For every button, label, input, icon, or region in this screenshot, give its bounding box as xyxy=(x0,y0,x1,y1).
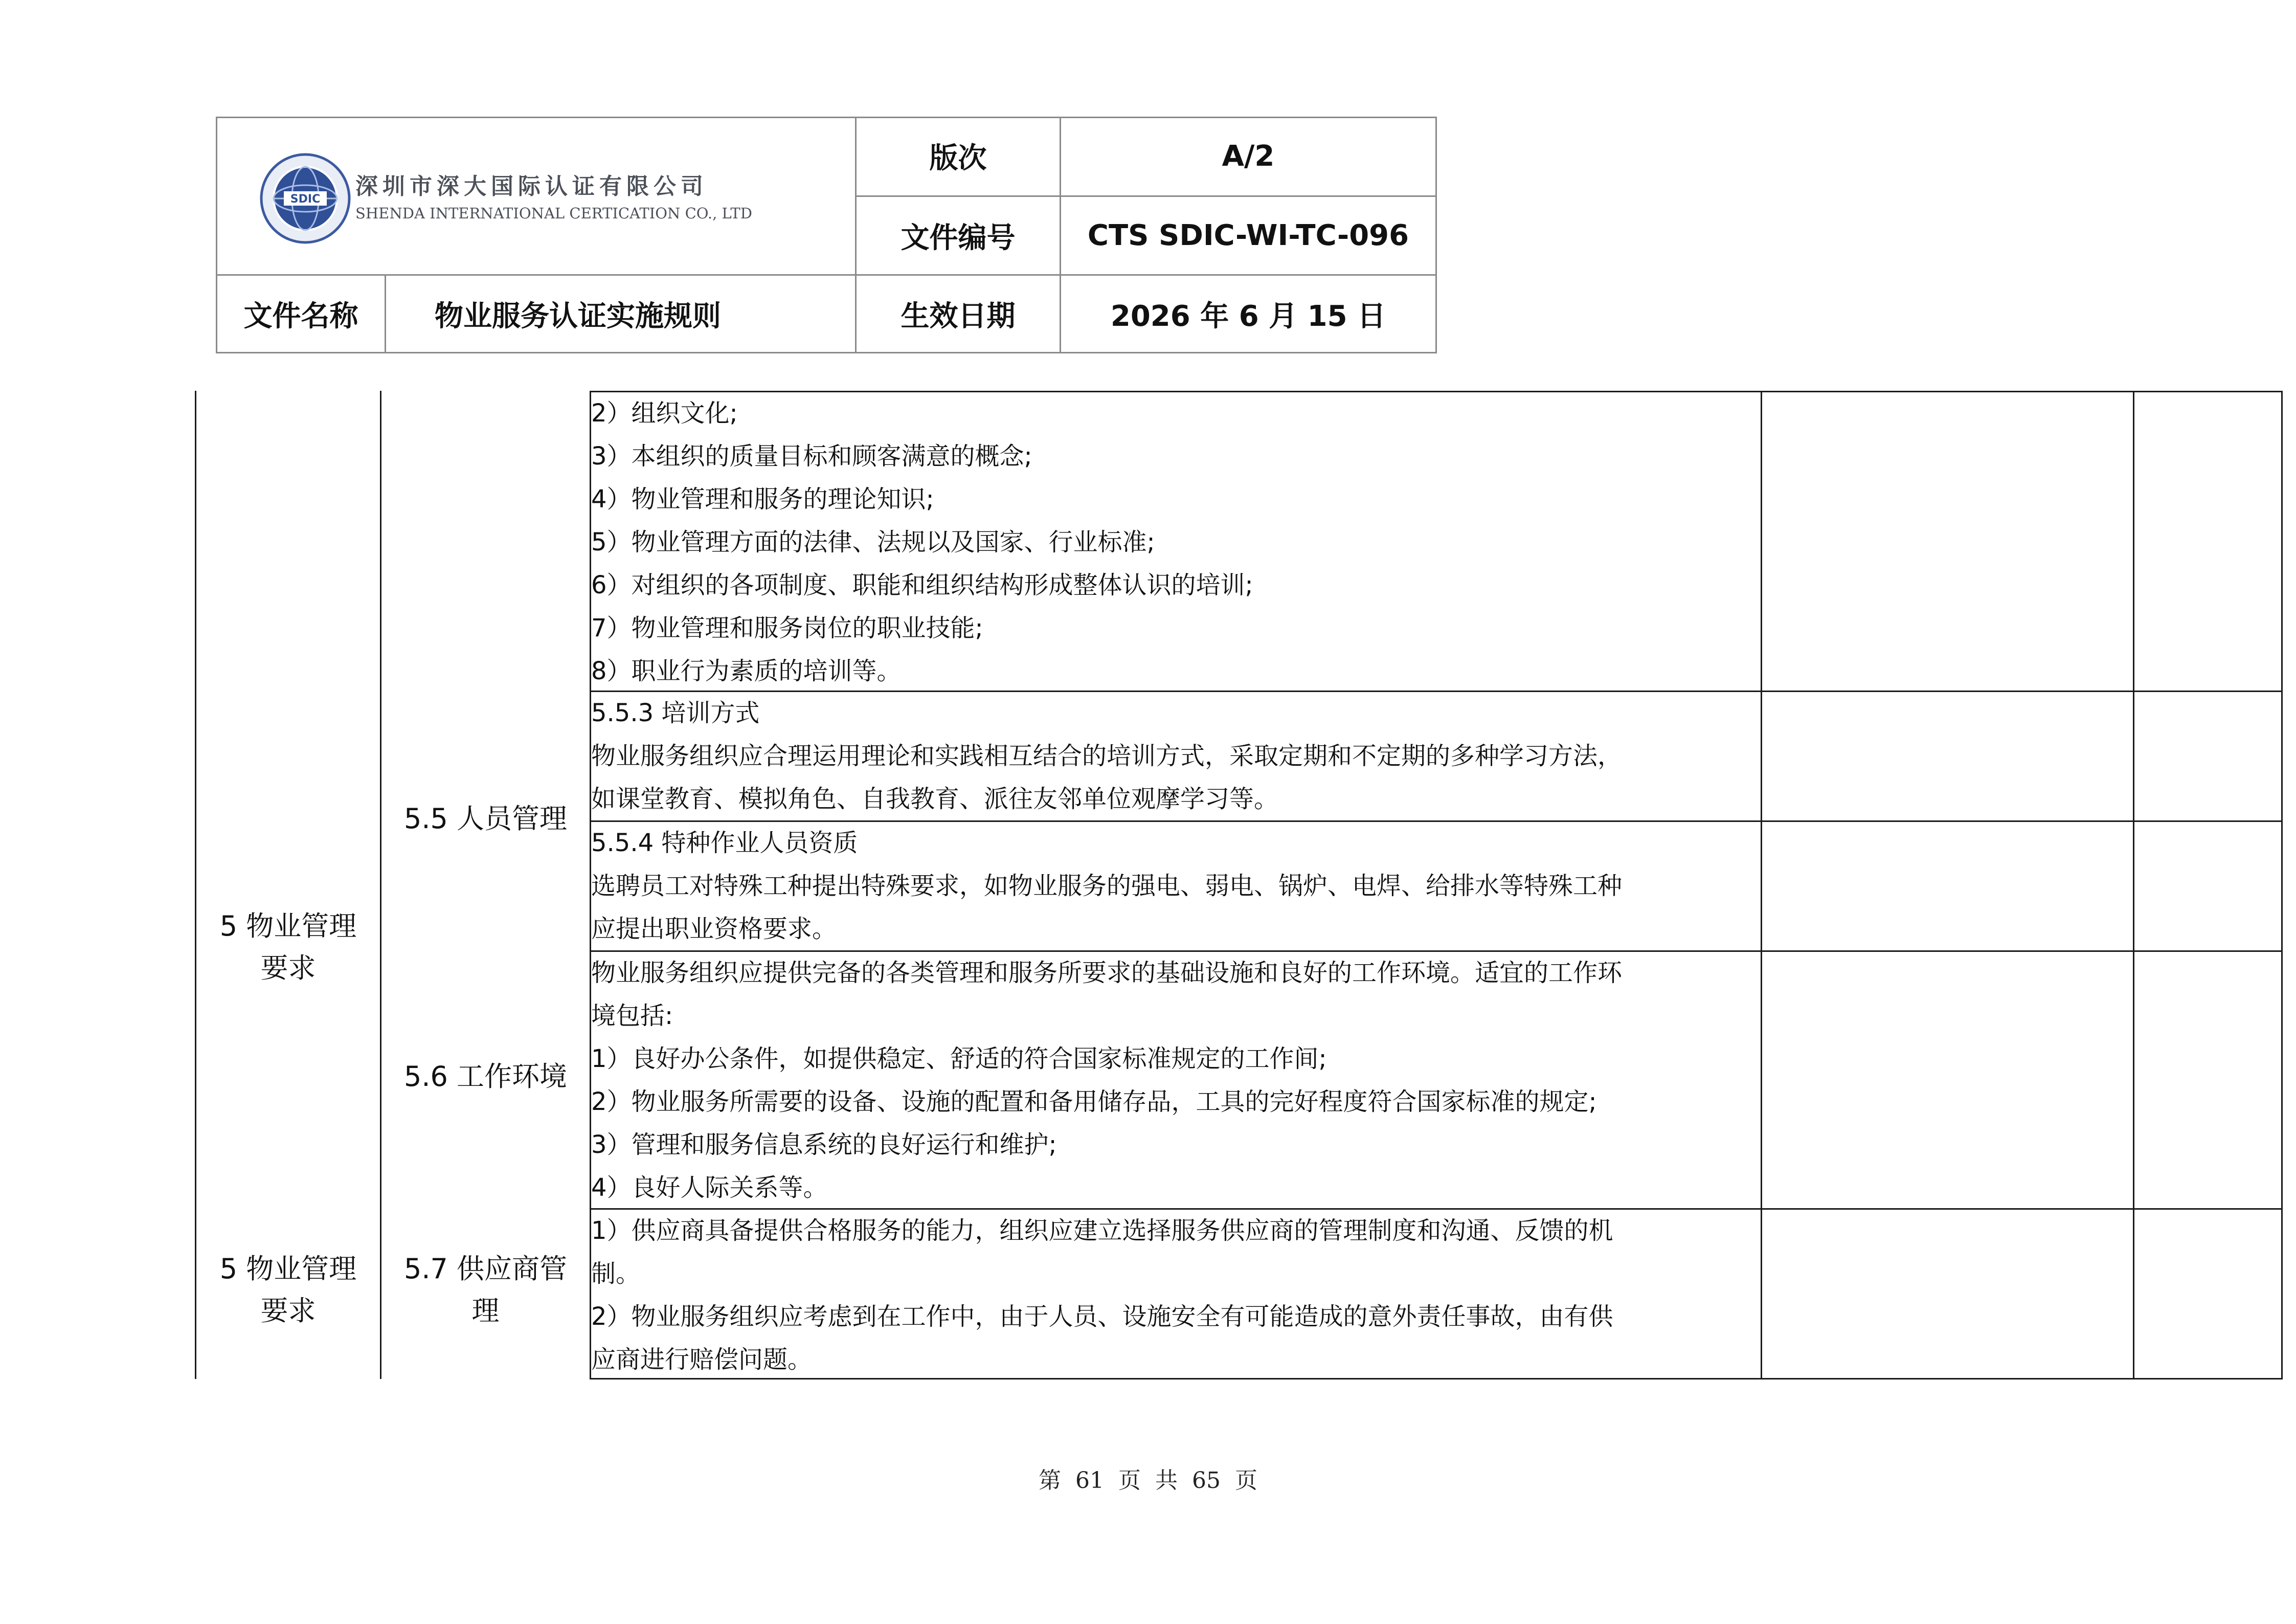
content-line: 6）对组织的各项制度、职能和组织结构形成整体认识的培训; xyxy=(591,571,1253,599)
content-line: 2）物业服务所需要的设备、设施的配置和备用储存品，工具的完好程度符合国家标准的规定; xyxy=(591,1087,1597,1116)
training-method-block xyxy=(591,692,1748,820)
content-heading: 5.5.4 特种作业人员资质 xyxy=(591,829,858,857)
doc-number-label: 文件编号 xyxy=(901,221,1016,255)
table-line-left xyxy=(195,391,196,1379)
content-line: 应提出职业资格要求。 xyxy=(591,915,837,943)
content-line: 境包括: xyxy=(591,1002,673,1030)
content-line: 5）物业管理方面的法律、法规以及国家、行业标准; xyxy=(591,528,1155,557)
effective-date-value: 2026 年 6 月 15 日 xyxy=(1110,299,1386,333)
section-5-7-label: 5.7 供应商管 理 xyxy=(403,1253,568,1327)
doc-number-value: CTS SDIC-WI-TC-096 xyxy=(1087,219,1409,252)
doc-name-label: 文件名称 xyxy=(243,299,358,333)
content-line: 3）管理和服务信息系统的良好运行和维护; xyxy=(591,1130,1057,1159)
content-line: 4）良好人际关系等。 xyxy=(591,1173,828,1202)
content-line: 选聘员工对特殊工种提出特殊要求，如物业服务的强电、弱电、锅炉、电焊、给排水等特殊工种 xyxy=(591,872,1623,900)
company-name-cn: 深圳市深大国际认证有限公司 xyxy=(355,173,708,199)
doc-name-value: 物业服务认证实施规则 xyxy=(435,299,721,333)
content-line: 应商进行赔偿问题。 xyxy=(591,1345,813,1374)
table-line-right xyxy=(2281,391,2283,1379)
content-line: 2）组织文化; xyxy=(591,399,738,428)
special-staff-block xyxy=(591,821,1748,950)
supplier-block xyxy=(591,1209,1748,1381)
work-environment-block xyxy=(591,951,1748,1209)
company-name-en: SHENDA INTERNATIONAL CERTICATION CO., LTD xyxy=(355,205,752,222)
content-line: 1）供应商具备提供合格服务的能力，组织应建立选择服务供应商的管理制度和沟通、反馈的机 xyxy=(591,1216,1613,1245)
content-heading: 5.5.3 培训方式 xyxy=(591,699,760,727)
content-line: 制。 xyxy=(591,1259,641,1288)
content-line: 8）职业行为素质的培训等。 xyxy=(591,657,902,685)
svg-text:SDIC: SDIC xyxy=(290,193,321,206)
version-label: 版次 xyxy=(929,142,987,175)
content-line: 2）物业服务组织应考虑到在工作中，由于人员、设施安全有可能造成的意外责任事故，由有供 xyxy=(591,1302,1613,1331)
content-line: 如课堂教育、模拟角色、自我教育、派往友邻单位观摩学习等。 xyxy=(591,785,1279,813)
content-line: 物业服务组织应提供完备的各类管理和服务所要求的基础设施和良好的工作环境。适宜的工作环 xyxy=(591,959,1623,987)
table-line-content xyxy=(1761,391,1762,1379)
training-content-block xyxy=(591,392,1748,693)
table-line-category xyxy=(380,391,381,1379)
table-line-check xyxy=(2133,391,2134,1379)
content-line: 1）良好办公条件，如提供稳定、舒适的符合国家标准规定的工作间; xyxy=(591,1044,1327,1073)
effective-date-label: 生效日期 xyxy=(901,299,1016,333)
section-5-5-label: 5.5 人员管理 xyxy=(403,803,568,835)
content-line: 4）物业管理和服务的理论知识; xyxy=(591,485,934,514)
content-line: 3）本组织的质量目标和顾客满意的概念; xyxy=(591,442,1032,471)
section-5-6-label: 5.6 工作环境 xyxy=(403,1060,568,1093)
content-line: 物业服务组织应合理运用理论和实践相互结合的培训方式，采取定期和不定期的多种学习方法， xyxy=(591,742,1623,770)
category-label-1: 5 物业管理 要求 xyxy=(219,910,357,984)
category-label-2: 5 物业管理 要求 xyxy=(219,1253,357,1327)
page-number: 第 61 页 共 65 页 xyxy=(1039,1467,1257,1494)
version-value: A/2 xyxy=(1222,139,1275,173)
content-line: 7）物业管理和服务岗位的职业技能; xyxy=(591,614,983,642)
